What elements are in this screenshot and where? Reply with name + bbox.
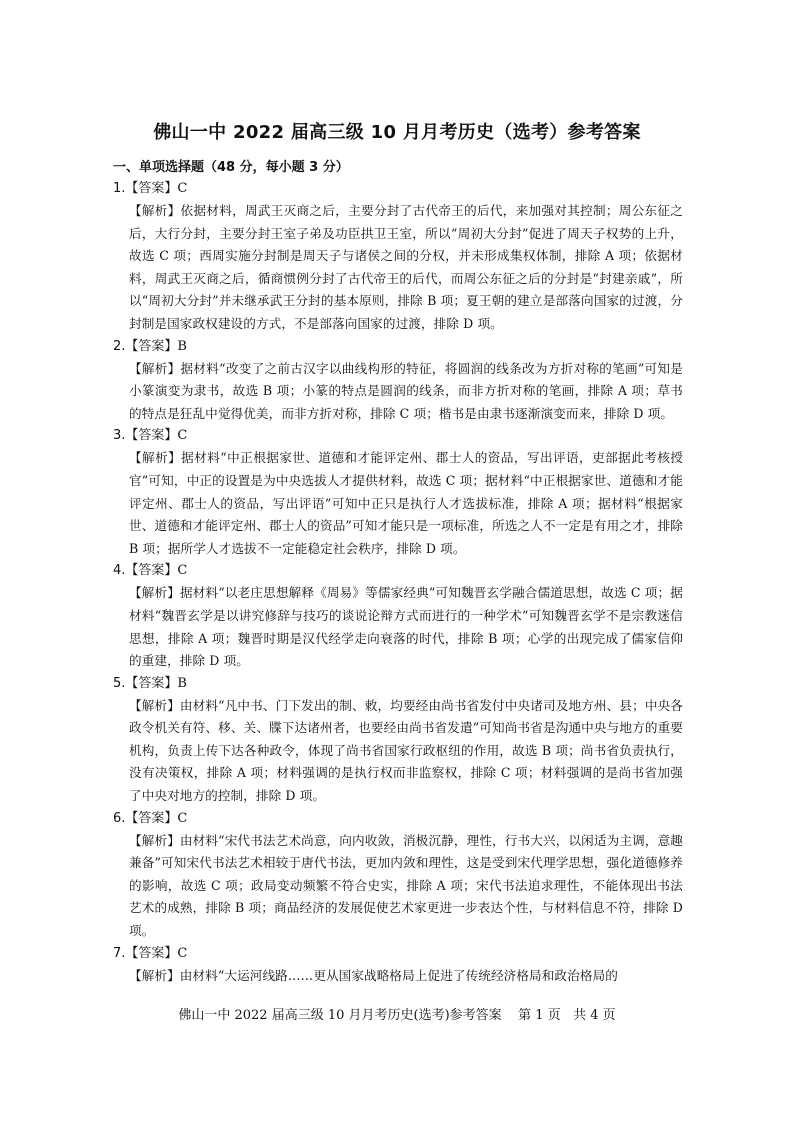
question-number: 3.: [113, 428, 126, 444]
question-1: [113, 178, 683, 336]
answer-line: 【答案】B: [125, 338, 187, 354]
question-number: 4.: [113, 563, 126, 579]
answer-line: 【答案】C: [125, 563, 188, 579]
answer-line: 【答案】C: [125, 428, 188, 444]
section-heading: 一、单项选择题（48 分，每小题 3 分）: [113, 160, 349, 175]
question-5: [113, 673, 683, 808]
question-number: 7.: [113, 945, 126, 961]
analysis-paragraph: 【解析】据材料“中正根据家世、道德和才能评定州、郡士人的资品，写出评语，吏部据此考核授官”可知，中正的设置是为中央选拔人才提供材料，故选 C 项；据材料“中正根据家世、道德和才能评定州、郡士人的资品，写出评语”可知中正只是执行人才选拔标准，排除 A 项；据材料“根据家世、道德和才能评定州、郡士人的资品”可知才能只是一项标准，所选之人不一定是有用之才，排除 B 项；据所学人才选拔不一定能稳定社会秩序，排除 D 项。: [129, 450, 683, 556]
analysis-paragraph: 【解析】依据材料，周武王灭商之后，主要分封了古代帝王的后代，来加强对其控制；周公东征之后，大行分封，主要分封王室子弟及功臣拱卫王室，所以“周初大分封”促进了周天子权势的上升，故选 C 项；西周实施分封制是周天子与诸侯之间的分权，并未形成集权体制，排除 A 项；依据材料，周武王灭商之后，循商惯例分封了古代帝王的后代，而周公东征之后的分封是“封建亲戚”，所以“周初大分封”并未继承武王分封的基本原则，排除 B 项；夏王朝的建立是部落向国家的过渡，分封制是国家政权建设的方式，不是部落向国家的过渡，排除 D 项。: [129, 203, 683, 331]
analysis-paragraph: 【解析】由材料“宋代书法艺术尚意，向内收敛，消极沉静，理性，行书大兴，以闲适为主调，意趣兼备”可知宋代书法艺术相较于唐代书法，更加内敛和理性，这是受到宋代理学思想，强化道德修养的影响，故选 C 项；政局变动频繁不符合史实，排除 A 项；宋代书法追求理性，不能体现出书法艺术的成熟，排除 B 项；商品经济的发展促使艺术家更进一步表达个性，与材料信息不符，排除 D 项。: [129, 832, 683, 939]
page-title: 佛山一中 2022 届高三级 10 月月考历史（选考）参考答案: [153, 122, 641, 143]
answer-line: 【答案】B: [125, 675, 187, 691]
page-footer: 佛山一中 2022 届高三级 10 月月考历史(选考)参考答案 第 1 页 共 4 页: [178, 1008, 616, 1023]
analysis-paragraph: 【解析】由材料“凡中书、门下发出的制、敕，均要经由尚书省发付中央诸司及地方州、县；中央各政令机关有符、移、关、牒下达诸州者，也要经由尚书省发遣”可知尚书省是沟通中央与地方的重要机构，负责上传下达各种政令，体现了尚书省国家行政枢纽的作用，故选 B 项；尚书省负责执行，没有决策权，排除 A 项；材料强调的是执行权而非监察权，排除 C 项；材料强调的是尚书省加强了中央对地方的控制，排除 D 项。: [129, 697, 683, 804]
question-7: [113, 943, 683, 988]
analysis-paragraph: 【解析】据材料“以老庄思想解释《周易》等儒家经典”可知魏晋玄学融合儒道思想，故选 C 项；据材料“魏晋玄学是以讲究修辞与技巧的谈说论辩方式而进行的一种学术”可知魏晋玄学不是宗教迷信思想，排除 A 项；魏晋时期是汉代经学走向衰落的时代，排除 B 项；心学的出现完成了儒家信仰的重建，排除 D 项。: [129, 585, 683, 669]
analysis-paragraph: 【解析】由材料“大运河线路……更从国家战略格局上促进了传统经济格局和政治格局的: [129, 967, 618, 983]
question-4: [113, 560, 683, 672]
question-number: 5.: [113, 675, 126, 691]
question-3: [113, 425, 683, 560]
question-number: 1.: [113, 181, 126, 196]
answer-list: [113, 178, 683, 987]
answer-line: 【答案】C: [125, 810, 188, 826]
question-number: 2.: [113, 338, 126, 354]
analysis-paragraph: 【解析】据材料“改变了之前古汉字以曲线构形的特征，将圆润的线条改为方折对称的笔画”可知是小篆演变为隶书，故选 B 项；小篆的特点是圆润的线条，而非方折对称的笔画，排除 A 项；草书的特点是狂乱中觉得优美，而非方折对称，排除 C 项；楷书是由隶书逐渐演变而来，排除 D 项。: [129, 360, 683, 421]
question-2: [113, 336, 683, 426]
answer-line: 【答案】C: [125, 181, 188, 196]
answer-line: 【答案】C: [125, 945, 188, 961]
question-number: 6.: [113, 810, 126, 826]
question-6: [113, 808, 683, 943]
